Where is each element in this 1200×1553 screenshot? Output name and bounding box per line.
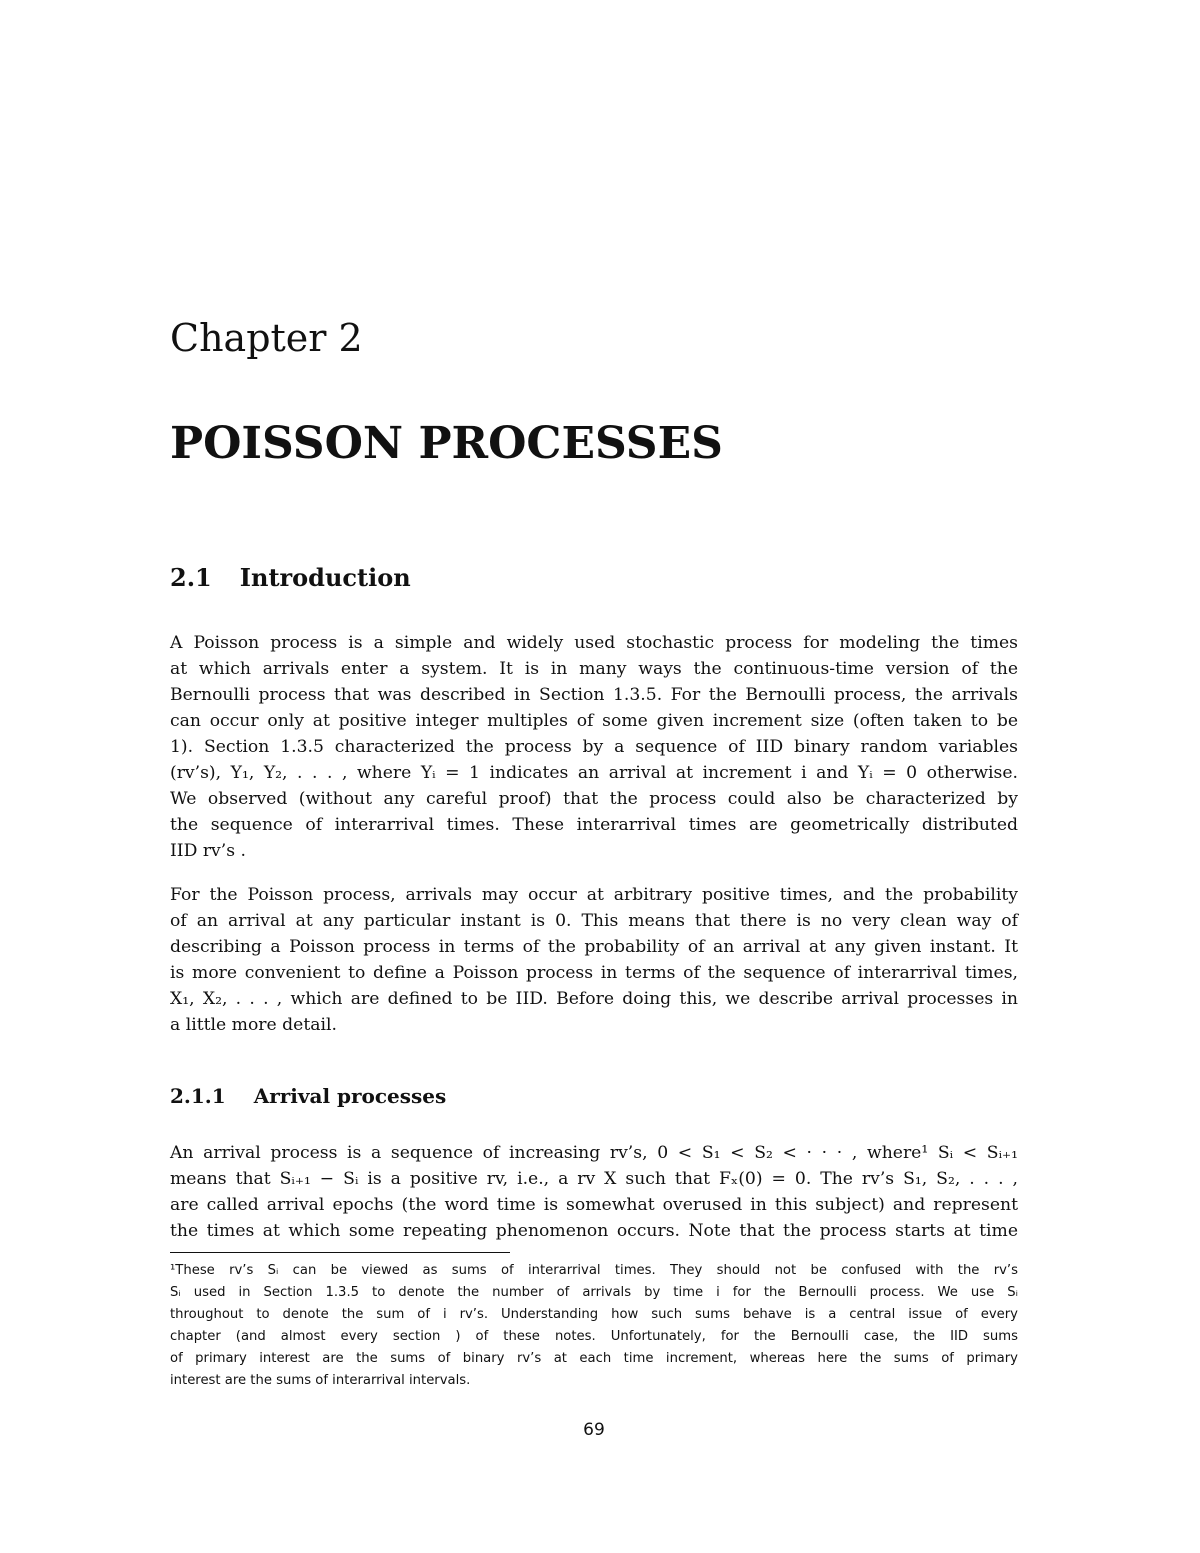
text-line: at which arrivals enter a system. It is in many ways the continuous-time version of the	[170, 659, 1018, 679]
footnote-line: of primary interest are the sums of binary rv’s at each time increment, whereas here the sums of primary	[170, 1351, 1018, 1366]
footnote-line: chapter (and almost every section ) of these notes. Unfortunately, for the Bernoulli case, the IID sums	[170, 1329, 1018, 1344]
subsection-heading	[170, 1084, 446, 1108]
text-line: is more convenient to define a Poisson process in terms of the sequence of interarrival times,	[170, 963, 1018, 983]
footnote-divider	[170, 1252, 510, 1253]
text-line: IID rv’s .	[170, 841, 246, 861]
text-line: An arrival process is a sequence of increasing rv’s, 0 < S₁ < S₂ < · · · , where¹ Sᵢ < Sᵢ₊₁	[170, 1143, 1018, 1163]
footnote-line: interest are the sums of interarrival intervals.	[170, 1373, 471, 1388]
text-line: describing a Poisson process in terms of the probability of an arrival at any given instant. It	[170, 937, 1018, 957]
subsection-number: 2.1.1	[170, 1084, 226, 1108]
text-line: For the Poisson process, arrivals may occur at arbitrary positive times, and the probability	[170, 885, 1018, 905]
text-line: are called arrival epochs (the word time is somewhat overused in this subject) and represent	[170, 1195, 1018, 1215]
text-line: can occur only at positive integer multiples of some given increment size (often taken to be	[170, 711, 1018, 731]
text-line: A Poisson process is a simple and widely used stochastic process for modeling the times	[170, 633, 1018, 653]
text-line: Bernoulli process that was described in Section 1.3.5. For the Bernoulli process, the arrivals	[170, 685, 1018, 705]
footnote-line: Sᵢ used in Section 1.3.5 to denote the number of arrivals by time i for the Bernoulli process. We use Sᵢ	[170, 1285, 1018, 1300]
text-line: means that Sᵢ₊₁ − Sᵢ is a positive rv, i.e., a rv X such that Fₓ(0) = 0. The rv’s S₁, S₂, . . . ,	[170, 1169, 1018, 1189]
text-line: (rv’s), Y₁, Y₂, . . . , where Yᵢ = 1 indicates an arrival at increment i and Yᵢ = 0 otherwise.	[170, 763, 1018, 783]
footnote	[170, 1260, 1018, 1392]
page-number: 69	[583, 1420, 605, 1440]
text-line: a little more detail.	[170, 1015, 337, 1035]
section-title: Introduction	[239, 563, 411, 592]
chapter-label: Chapter 2	[170, 316, 363, 360]
footnote-line: ¹These rv’s Sᵢ can be viewed as sums of interarrival times. They should not be confused with the rv’s	[170, 1263, 1018, 1278]
chapter-title: POISSON PROCESSES	[170, 418, 723, 469]
section-heading	[170, 563, 411, 592]
paragraph-introduction-2	[170, 882, 1018, 1038]
paragraph-introduction-1	[170, 630, 1018, 864]
text-line: of an arrival at any particular instant is 0. This means that there is no very clean way of	[170, 911, 1018, 931]
text-line: the times at which some repeating phenomenon occurs. Note that the process starts at time	[170, 1221, 1018, 1241]
text-line: X₁, X₂, . . . , which are defined to be IID. Before doing this, we describe arrival processes in	[170, 989, 1018, 1009]
text-line: 1). Section 1.3.5 characterized the process by a sequence of IID binary random variables	[170, 737, 1018, 757]
section-number: 2.1	[170, 563, 212, 592]
paragraph-arrival-processes	[170, 1140, 1018, 1244]
subsection-title: Arrival processes	[253, 1084, 447, 1108]
text-line: the sequence of interarrival times. These interarrival times are geometrically distributed	[170, 815, 1018, 835]
document-page	[170, 0, 1018, 1553]
text-line: We observed (without any careful proof) that the process could also be characterized by	[170, 789, 1018, 809]
footnote-line: throughout to denote the sum of i rv’s. Understanding how such sums behave is a central issue of every	[170, 1307, 1018, 1322]
